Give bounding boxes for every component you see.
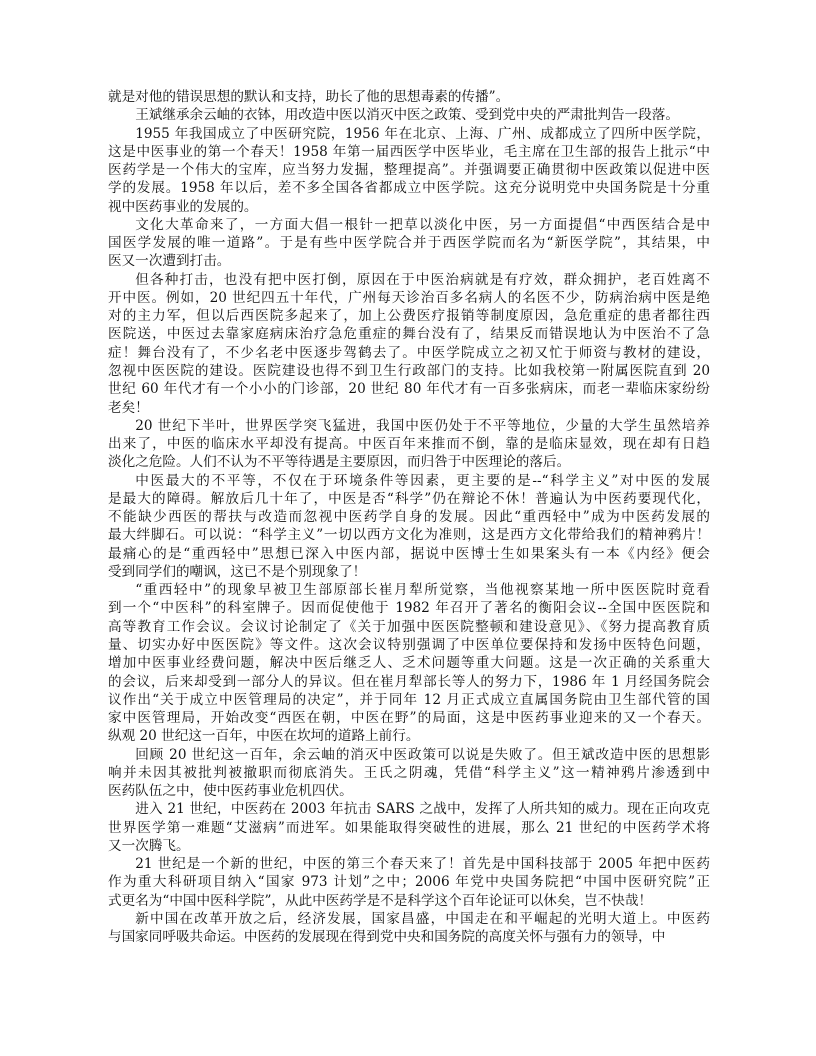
- text-line: 进入 21 世纪，中医药在 2003 年抗击 SARS 之战中，发挥了人所共知的威力。现在正向攻克: [135, 801, 710, 818]
- document-page: [108, 88, 710, 946]
- text-line: 淡化之危险。人们不认为不平等待遇是主要原因，而归咎于中医理论的落后。: [108, 454, 571, 471]
- paragraph: [108, 106, 710, 124]
- text-line: 是最大的障碍。解放后几十年了，中医是否“科学”仍在辩论不休！普遍认为中医药要现代化，: [108, 490, 710, 507]
- paragraph: [108, 855, 710, 910]
- paragraph: [108, 216, 710, 271]
- text-line: 式更名为“中国中医科学院”，从此中医药学是不是科学这个百年论证可以休矣，岂不快哉！: [108, 892, 653, 909]
- text-line: 量、切实办好中医医院》等文件。这次会议特别强调了中医单位要保持和发扬中医特色问题，: [108, 636, 710, 653]
- text-line: 与国家同呼吸共命运。中医药的发展现在得到党中央和国务院的高度关怀与强有力的领导，中: [108, 929, 666, 946]
- text-line: 作为重大科研项目纳入“国家 973 计划”之中；2006 年党中央国务院把“中国中医研究院”正: [108, 874, 710, 891]
- text-line: 的会议，后来却受到一部分人的异议。但在崔月犁部长等人的努力下，1986 年 1 月经国务院会: [108, 673, 710, 690]
- text-line: 最大绊脚石。可以说：“科学主义”一切以西方文化为准则，这是西方文化带给我们的精神鸦片！: [108, 527, 710, 544]
- text-line: 20 世纪下半叶，世界医学突飞猛进，我国中医仍处于不平等地位，少量的大学生虽然培养: [135, 417, 710, 434]
- paragraph: [108, 746, 710, 801]
- paragraph: [108, 472, 710, 582]
- text-line: 学的发展。1958 年以后，差不多全国各省都成立中医学院。这充分说明党中央国务院是十分重: [108, 180, 710, 197]
- text-line: 但各种打击，也没有把中医打倒，原因在于中医治病就是有疗效，群众拥护，老百姓离不: [135, 271, 710, 288]
- paragraph: [108, 88, 710, 106]
- paragraph: [108, 417, 710, 472]
- text-line: 症！舞台没有了，不少名老中医逐步驾鹤去了。中医学院成立之初又忙于师资与教材的建设，: [108, 344, 710, 361]
- paragraph: [108, 271, 710, 417]
- paragraph: [108, 125, 710, 216]
- text-line: 老矣！: [108, 399, 149, 416]
- text-line: 视中医药事业的发展的。: [108, 198, 258, 215]
- text-line: 就是对他的错误思想的默认和支持，助长了他的思想毒素的传播”。: [108, 89, 510, 105]
- text-line: 对的主力军，但以后西医院多起来了，加上公费医疗报销等制度原因，急危重症的患者都往西: [108, 308, 710, 325]
- text-line: 中医最大的不平等，不仅在于环境条件等因素，更主要的是--“科学主义”对中医的发展: [135, 472, 710, 489]
- text-line: 医药学是一个伟大的宝库，应当努力发掘，整理提高”。并强调要正确贯彻中医政策以促进中医: [108, 162, 710, 179]
- text-line: 开中医。例如，20 世纪四五十年代，广州每天诊治百多名病人的名医不少，防病治病中医是绝: [108, 289, 710, 306]
- paragraph: [108, 581, 710, 745]
- text-line: 医药队伍之中，使中医药事业危机四伏。: [108, 783, 353, 800]
- text-line: 1955 年我国成立了中医研究院，1956 年在北京、上海、广州、成都成立了四所中医学院，: [135, 125, 710, 142]
- text-line: 增加中医事业经费问题，解决中医后继乏人、乏术问题等重大问题。这是一次正确的关系重大: [108, 655, 710, 672]
- text-line: 文化大革命来了，一方面大倡一根针一把草以淡化中医，另一方面提倡“中西医结合是中: [135, 216, 710, 233]
- text-line: 忽视中医医院的建设。医院建设也得不到卫生行政部门的支持。比如我校第一附属医院直到 20: [108, 362, 710, 379]
- text-line: 21 世纪是一个新的世纪，中医的第三个春天来了！首先是中国科技部于 2005 年把中医药: [135, 856, 710, 873]
- text-line: 不能缺少西医的帮扶与改造而忽视中医药学自身的发展。因此“重西轻中”成为中医药发展的: [108, 509, 710, 526]
- text-line: 最痛心的是“重西轻中”思想已深入中医内部，据说中医博士生如果案头有一本《内经》便会: [108, 545, 710, 562]
- text-line: 到一个“中医科”的科室牌子。因而促使他于 1982 年召开了著名的衡阳会议--全国中医医院和: [108, 600, 710, 617]
- text-line: 国医学发展的唯一道路”。于是有些中医学院合并于西医学院而名为“新医学院”，其结果，中: [108, 235, 710, 252]
- text-line: 家中医管理局，开始改变“西医在朝，中医在野”的局面，这是中医药事业迎来的又一个春天。: [108, 710, 710, 727]
- text-line: 世纪 60 年代才有一个小小的门诊部，20 世纪 80 年代才有一百多张病床，而老一辈临床家纷纷: [108, 381, 710, 398]
- text-line: 响并未因其被批判被撤职而彻底消失。王氏之阴魂，凭借“科学主义”这一精神鸦片渗透到中: [108, 764, 710, 781]
- text-line: 又一次腾飞。: [108, 837, 190, 854]
- text-line: 新中国在改革开放之后，经济发展，国家昌盛，中国走在和平崛起的光明大道上。中医药: [135, 910, 710, 927]
- text-line: 回顾 20 世纪这一百年，余云岫的消灭中医政策可以说是失败了。但王斌改造中医的思想影: [135, 746, 710, 763]
- text-line: 世界医学第一难题“艾滋病”而进军。如果能取得突破性的进展，那么 21 世纪的中医药学术将: [108, 819, 710, 836]
- text-line: 议作出“关于成立中医管理局的决定”，并于同年 12 月正式成立直属国务院由卫生部代管的国: [108, 691, 710, 708]
- text-line: 医院送，中医过去靠家庭病床治疗急危重症的舞台没有了，结果反而错误地认为中医治不了急: [108, 326, 710, 343]
- text-line: 高等教育工作会议。会议讨论制定了《关于加强中医医院整顿和建设意见》、《努力提高教育质: [108, 618, 710, 635]
- text-line: 王斌继承余云岫的衣钵，用改造中医以消灭中医之政策、受到党中央的严肃批判告一段落。: [135, 107, 679, 124]
- text-line: 这是中医事业的第一个春天！1958 年第一届西医学中医毕业，毛主席在卫生部的报告上批示“中: [108, 143, 710, 160]
- text-line: 纵观 20 世纪这一百年，中医在坎坷的道路上前行。: [108, 728, 420, 745]
- paragraph: [108, 910, 710, 947]
- text-line: 医又一次遭到打击。: [108, 253, 231, 270]
- text-line: 受到同学们的嘲讽，这已不是个别现象了！: [108, 563, 367, 580]
- text-line: 出来了，中医的临床水平却没有提高。中医百年来推而不倒，靠的是临床显效，现在却有日趋: [108, 436, 710, 453]
- text-line: “重西轻中”的现象早被卫生部原部长崔月犁所觉察，当他视察某地一所中医医院时竟看: [135, 582, 710, 599]
- paragraph: [108, 800, 710, 855]
